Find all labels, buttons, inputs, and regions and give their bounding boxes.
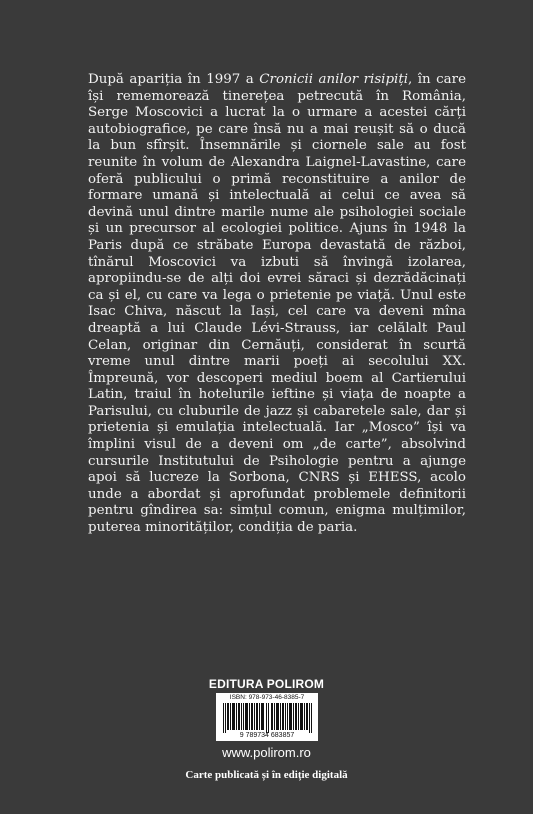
back-cover-blurb	[88, 72, 466, 537]
book-title: Cronicii anilor risipiți	[259, 72, 408, 87]
isbn-number: ISBN: 978-973-46-8385-7	[229, 694, 305, 701]
publisher-name: EDITURA POLIROM	[208, 677, 325, 691]
barcode-icon	[223, 703, 313, 733]
publisher-website: www.polirom.ro	[222, 745, 311, 760]
isbn-barcode	[216, 693, 318, 741]
digital-edition-note: Carte publicată și în ediție digitală	[185, 769, 348, 781]
barcode-digits: 9 789734 683857	[239, 732, 295, 739]
blurb-body: , în care își rememorează tinerețea petrecută în România, Serge Moscovici a lucrat la o urmare a acestei cărți autobiografice, pe care însă nu a mai reușit să o ducă la bun sfîrșit. Însemnările și ciornele sale au fost reunite în volum de Alexandra Laignel-Lavastine, care oferă publicului o primă reconstituire a anilor de formare umană și intelectuală ai celui ce avea să devină unul dintre marile nume ale psihologiei sociale și un precursor al ecologiei politice. Ajuns în 1948 la Paris după ce străbate Europa devastată de război, tînărul Moscovici va izbuti să învingă izolarea, apropiindu-se de alți doi evrei săraci și dezrădăcinați ca și el, cu care va lega o prietenie pe viață. Unul este Isac Chiva, născut la Iași, cel care va deveni mîna dreaptă a lui Claude Lévi-Strauss, iar celălalt Paul Celan, originar din Cernăuți, considerat în scurtă vreme unul dintre marii poeți ai secolului XX. Împreună, vor descoperi mediul boem al Cartierului Latin, traiul în hotelurile ieftine și viața de noapte a Parisului, cu cluburile de jazz și cabaretele sale, dar și prietenia și emulația intelectuală. Iar „Mosco” își va împlini visul de a deveni om „de carte”, absolvind cursurile Institutului de Psihologie pentru a ajunge apoi să lucreze la Sorbona, CNRS și EHESS, acolo unde a abordat și aprofundat problemele definitorii pentru gîndirea sa: simțul comun, enigma mulțimilor, puterea minorităților, condiția de paria.	[88, 72, 466, 536]
blurb-intro: După apariția în 1997 a	[88, 72, 260, 87]
